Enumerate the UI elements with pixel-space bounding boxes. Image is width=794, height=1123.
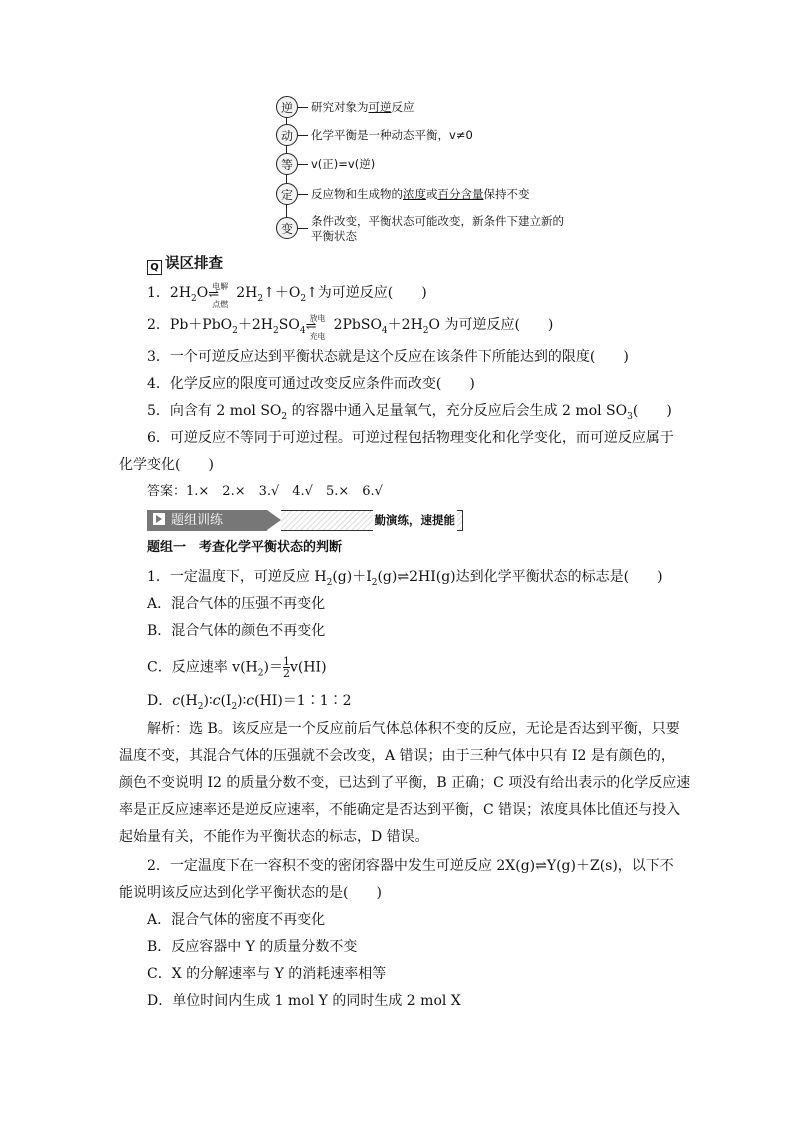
node-dynamic-text: 化学平衡是一种动态平衡，v≠0 bbox=[311, 128, 473, 142]
misconception-item-4: 4．化学反应的限度可通过改变反应条件而改变( ) bbox=[147, 376, 475, 392]
q1-option-b: B．混合气体的颜色不再变化 bbox=[147, 623, 326, 639]
group1-title: 题组一 考查化学平衡状态的判断 bbox=[147, 540, 343, 555]
misconception-item-1: 1．$2H_2O$ 电解 ⇌ 点燃 $2H_2↑+O_2↑$为可逆反应( ) bbox=[147, 282, 427, 309]
q2-option-c: C．X 的分解速率与 Y 的消耗速率相等 bbox=[147, 966, 387, 982]
q1-option-d: D．$c(H_2)∶c(I_2)∶c(HI)=1∶1∶2$ bbox=[147, 693, 352, 712]
analysis-line-4: 率是正反应速率还是逆反应速率，不能确定是否达到平衡，C 错误；浓度具体比值还与投入 bbox=[119, 802, 681, 818]
q2-stem-2: 能说明该反应达到化学平衡状态的是( ) bbox=[119, 885, 382, 901]
node-reversible: 逆 bbox=[276, 96, 298, 118]
q2-stem-1: 2．一定温度下在一容积不变的密闭容器中发生可逆反应 2X(g)⇌Y(g)＋Z(s)，以下不 bbox=[147, 858, 674, 874]
q2-option-b: B．反应容器中 Y 的质量分数不变 bbox=[147, 939, 358, 955]
q2-option-d: D．单位时间内生成 1 mol Y 的同时生成 2 mol X bbox=[147, 993, 461, 1009]
q1-stem: 1．一定温度下，可逆反应 $H_2(g)+I_2(g)\rightleftharpoons 2HI(g)$达到化学平衡状态的标志是( ) bbox=[147, 569, 663, 588]
answer-line: 答案：1.× 2.× 3.√ 4.√ 5.× 6.√ bbox=[147, 484, 383, 499]
q1-option-a: A．混合气体的压强不再变化 bbox=[147, 596, 326, 612]
node-equal-text: v(正)=v(逆) bbox=[311, 157, 376, 171]
misconception-item-3: 3．一个可逆反应达到平衡状态就是这个反应在该条件下所能达到的限度( ) bbox=[147, 349, 629, 365]
node-change-text-2: 平衡状态 bbox=[311, 229, 357, 243]
play-icon bbox=[153, 513, 165, 525]
misconception-item-6: 6．可逆反应不等同于可逆过程。可逆过程包括物理变化和化学变化，而可逆反应属于 bbox=[147, 430, 674, 446]
banner-label: 题组训练 bbox=[147, 510, 267, 531]
node-constant: 定 bbox=[276, 183, 298, 205]
node-dynamic: 动 bbox=[276, 124, 298, 146]
analysis-line-3: 颜色不变说明 I2 的质量分数不变，已达到了平衡，B 正确；C 项没有给出表示的化学反应速 bbox=[119, 775, 691, 791]
misconception-item-5: 5．向含有 2 mol $SO_2$ 的容器中通入足量氧气，充分反应后会生成 2 mol $SO_3$( ) bbox=[147, 403, 672, 422]
node-change: 变 bbox=[276, 217, 298, 239]
node-dash bbox=[298, 228, 308, 229]
node-constant-text: 反应物和生成物的浓度或百分含量保持不变 bbox=[311, 187, 530, 201]
q1-option-c: C．反应速率 $v(H_2)=$ $\frac{1}{2}$ v(HI) bbox=[147, 655, 327, 680]
node-dash bbox=[298, 164, 308, 165]
banner-arrow bbox=[267, 510, 281, 530]
node-dash bbox=[298, 135, 308, 136]
node-equal: 等 bbox=[276, 153, 298, 175]
node-dash bbox=[298, 107, 308, 108]
node-dash bbox=[298, 194, 308, 195]
banner-right-text: 勤演练，速提能 bbox=[373, 510, 458, 531]
section-banner bbox=[147, 510, 463, 531]
analysis-line-5: 起始量有关，不能作为平衡状态的标志，D 错误。 bbox=[119, 829, 429, 845]
node-change-text-1: 条件改变，平衡状态可能改变，新条件下建立新的 bbox=[311, 214, 564, 228]
q2-option-a: A．混合气体的密度不再变化 bbox=[147, 912, 326, 928]
node-reversible-text: 研究对象为可逆反应 bbox=[311, 100, 415, 114]
analysis-line-1: 解析：选 B。该反应是一个反应前后气体总体积不变的反应，无论是否达到平衡，只要 bbox=[147, 721, 680, 737]
misconception-item-6-cont: 化学变化( ) bbox=[119, 457, 214, 473]
magnifier-icon: Q bbox=[147, 260, 162, 275]
analysis-line-2: 温度不变，其混合气体的压强就不会改变，A 错误；由于三种气体中只有 I2 是有颜色的， bbox=[119, 748, 675, 764]
misconception-item-2: 2．$Pb+PbO_2+2H_2SO_4$ 放电 ⇌ 充电 $2PbSO_4+2H_2O$ 为可逆反应( ) bbox=[147, 314, 554, 341]
misconception-heading: Q 误区排查 bbox=[147, 254, 223, 275]
